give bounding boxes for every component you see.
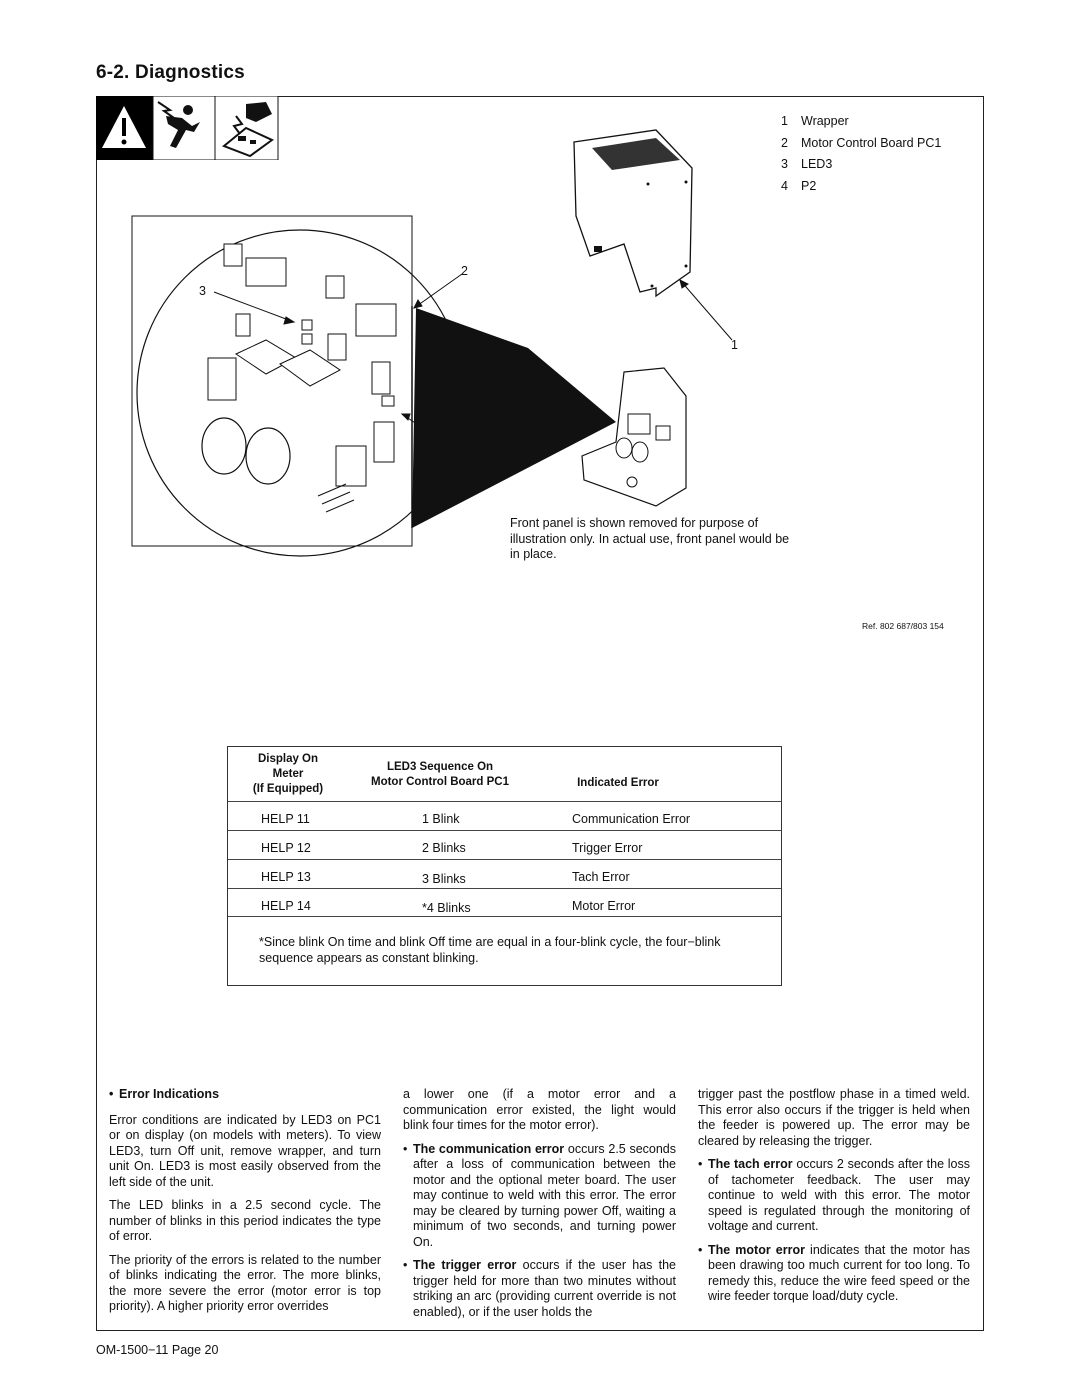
callout-2: 2 [461,264,468,278]
table-row: HELP 11 1 Blink Communication Error [228,801,781,830]
column-1 [109,1087,381,1323]
page-footer: OM-1500−11 Page 20 [96,1343,219,1357]
paragraph: Error conditions are indicated by LED3 on PC1 or on display (on models with meters). To view LED3, turn Off unit, remove wrapper, and turn unit On. LED3 is most easily observed from the left side of the unit. [109,1112,381,1189]
bullet-trigger-error: • The trigger error occurs if the user has the trigger held for more than two minutes without striking an arc (providing current override is not enabled), or if the user holds the [403,1258,676,1320]
table-row: HELP 12 2 Blinks Trigger Error [228,830,781,859]
bullet-tach-error: • The tach error occurs 2 seconds after the loss of tachometer feedback. The user may continue to weld with this error. The motor speed is regulated through the monitoring of voltage and current. [698,1157,970,1235]
header-display: Display On Meter (If Equipped) [252,753,324,795]
legend-item: 2 Motor Control Board PC1 [781,135,942,150]
header-error: Indicated Error [577,777,659,789]
figure-legend [781,111,941,197]
wrapper-drawing [574,130,692,296]
callout-1: 1 [731,338,738,352]
bullet-motor-error: • The motor error indicates that the motor has been drawing too much current for too long. To remedy this, reduce the wire feed speed or the wire feeder torque load/duty cycle. [698,1243,970,1305]
section-heading: • Error Indications [109,1087,381,1103]
page-title: 6-2. Diagnostics [96,62,245,83]
header-led3: LED3 Sequence On Motor Control Board PC1 [371,761,509,788]
table-footnote: *Since blink On time and blink Off time are equal in a four-blink cycle, the four−blink sequence appears as constant blinking. [259,935,721,965]
callout-3: 3 [199,284,206,298]
callout-4: 4 [443,440,450,454]
magnifier-wedge [412,308,616,528]
bullet-communication-error: • The communication error occurs 2.5 seconds after a loss of communication between the motor and the optional meter board. The user may continue to weld with this error. The error may be cleared by turning power Off, waiting a minimum of two seconds, and turning power On. [403,1142,676,1251]
figure-note: Front panel is shown removed for purpose of illustration only. In actual use, front panel would be in place. [510,516,790,561]
figure-ref: Ref. 802 687/803 154 [862,621,944,631]
paragraph: trigger past the postflow phase in a timed weld. This error also occurs if the trigger is held when the feeder is powered up. The error may be cleared by releasing the trigger. [698,1087,970,1148]
legend-item: 4 P2 [781,178,817,193]
paragraph: a lower one (if a motor error and a communication error existed, the light would blink four times for the motor error). [403,1087,676,1132]
column-2 [403,1087,676,1328]
table-row: HELP 13 3 Blinks Tach Error [228,859,781,888]
legend-item: 1 Wrapper [781,114,849,128]
feeder-unit-drawing [582,368,686,506]
legend-item: 3 LED3 [781,157,833,171]
paragraph: The LED blinks in a 2.5 second cycle. The number of blinks in this period indicates the type of error. [109,1198,381,1243]
column-3 [698,1087,970,1313]
table-row: HELP 14 *4 Blinks Motor Error [228,888,781,917]
paragraph: The priority of the errors is related to the number of blinks indicating the error. The more blinks, the more severe the error (motor error is top priority). A higher priority error overrides [109,1252,381,1313]
